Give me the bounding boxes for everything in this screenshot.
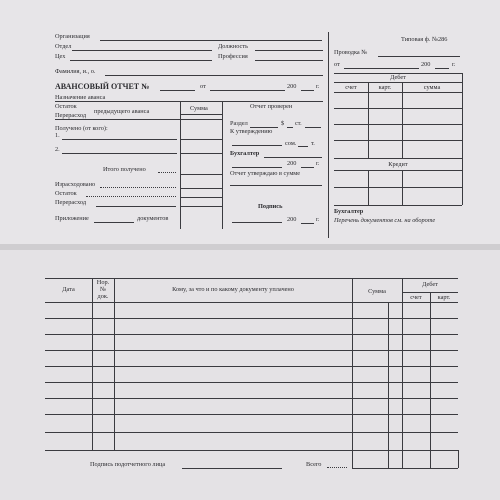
field-approved-sum[interactable] (230, 185, 322, 186)
field-balance[interactable] (180, 197, 222, 198)
debit-col-2 (402, 82, 403, 158)
total-col-4 (430, 450, 431, 468)
back-col-2 (114, 278, 115, 450)
back-col-3 (352, 278, 353, 450)
label-overspend: Перерасход (55, 112, 87, 119)
credit-sub-line (334, 170, 462, 171)
line-after-balance (55, 119, 222, 120)
label-spent: Израсходовано (55, 181, 96, 188)
label-organization: Организация (55, 33, 90, 40)
debit-right-border (462, 73, 463, 205)
field-received-2-sum[interactable] (180, 153, 222, 154)
dots-balance (86, 196, 176, 197)
label-prev-advance: предыдущего аванса (94, 108, 150, 115)
docs-list-note: Перечень документов см. на обороте (334, 217, 436, 224)
line-check-year (301, 167, 314, 168)
field-workshop[interactable] (70, 60, 212, 61)
field-advance-purpose[interactable] (55, 101, 323, 102)
sum-column-right (222, 101, 223, 229)
debit-account-header: счет (345, 84, 357, 91)
label-approved-sum: Отчет утверждаю в сумме (230, 170, 301, 177)
field-total-received[interactable] (180, 174, 222, 175)
label-item-2: 2. (55, 146, 60, 153)
field-full-name[interactable] (105, 75, 323, 76)
label-received-from: Получено (от кого): (55, 125, 108, 132)
field-position[interactable] (255, 50, 323, 51)
label-year-suffix: г. (316, 83, 320, 90)
report-front (0, 0, 500, 244)
label-workshop: Цех (55, 53, 66, 60)
field-attachment-count[interactable] (94, 222, 134, 223)
label-signature: Подпись (258, 203, 283, 210)
field-spent[interactable] (180, 188, 222, 189)
side-divider (328, 32, 329, 238)
field-received-2[interactable] (62, 153, 177, 154)
field-accountable-signature[interactable] (182, 468, 282, 469)
field-department[interactable] (72, 50, 212, 51)
field-approval-amount[interactable] (232, 145, 282, 146)
field-received-1[interactable] (62, 139, 177, 140)
label-approval-year-suffix: г. (316, 216, 320, 223)
line-som (298, 146, 308, 147)
report-title: АВАНСОВЫЙ ОТЧЕТ № (55, 82, 150, 91)
field-article[interactable] (305, 127, 321, 128)
debit-sub-line (334, 82, 462, 83)
label-item-1: 1. (55, 132, 60, 139)
label-advance-purpose: Назначение аванса (55, 94, 106, 101)
report-back (0, 250, 500, 500)
form-code: Типовая ф. №286 (401, 36, 448, 43)
back-bottom-border (45, 450, 458, 451)
back-header-bottom (45, 302, 458, 303)
debit-row-4 (334, 140, 462, 141)
label-signature-line: Подпись подотчетного лица (90, 461, 166, 468)
label-from: от (200, 83, 206, 90)
dots-total (158, 172, 176, 173)
label-attachment: Приложение (55, 215, 89, 222)
sum-header-line (180, 114, 222, 115)
label-check-year: 200 (287, 160, 297, 167)
label-sum: Сумма (190, 105, 208, 112)
back-col-sum-split (388, 302, 389, 450)
col-towhom-header: Кому, за что и по какому документу уплачено (172, 286, 294, 293)
credit-row-1 (334, 187, 462, 188)
col-sum-header: Сумма (368, 288, 386, 295)
label-t: т. (311, 140, 315, 147)
table-row (45, 432, 458, 433)
label-som: сом. (285, 140, 297, 147)
table-row (45, 350, 458, 351)
back-col-4 (402, 278, 403, 450)
label-balance: Остаток (55, 103, 77, 110)
table-row (45, 366, 458, 367)
sum-column-left (180, 101, 181, 229)
debit-row-1 (334, 92, 462, 93)
label-approval-year: 200 (287, 216, 297, 223)
dots-spent (100, 187, 176, 188)
label-profession: Профессия (218, 53, 248, 60)
label-check-year-suffix: г. (316, 160, 320, 167)
back-col-1 (92, 278, 93, 450)
field-accountant-signature[interactable] (264, 157, 322, 158)
label-balance-2: Остаток (55, 190, 77, 197)
label-year: 200 (287, 83, 297, 90)
col-docno-line2: № (99, 286, 106, 293)
label-posting-year: 200 (421, 61, 431, 68)
table-row (45, 382, 458, 383)
label-full-name: Фамилия, и., о. (55, 68, 96, 75)
credit-header: Кредит (388, 161, 408, 168)
label-for-approval: К утверждению (230, 128, 273, 135)
total-col-3 (402, 450, 403, 468)
col-debit-account: счет (410, 294, 422, 301)
label-total-received: Итого получено (103, 166, 146, 173)
total-col-1 (352, 450, 353, 468)
field-organization[interactable] (100, 40, 322, 41)
label-department: Отдел (55, 43, 72, 50)
col-docno-line3: док. (97, 293, 109, 300)
line-overspend (96, 206, 176, 207)
debit-kart-header: карт. (378, 84, 392, 91)
line-approval-year (301, 223, 314, 224)
field-report-date[interactable] (210, 90, 285, 91)
credit-bottom-line (334, 205, 462, 206)
field-approval-date[interactable] (232, 222, 282, 223)
label-documents: документов (137, 215, 169, 222)
label-overspend-2: Перерасход (55, 199, 87, 206)
field-posting-number[interactable] (378, 56, 460, 57)
table-row (45, 334, 458, 335)
dots-total-back (327, 467, 347, 468)
debit-col-1 (368, 82, 369, 158)
debit-header: Дебет (390, 74, 406, 81)
label-report-checked: Отчет проверен (250, 103, 293, 110)
table-row (45, 318, 458, 319)
label-posting-from: от (334, 61, 340, 68)
label-section: Раздел (230, 120, 248, 127)
label-accountant-2: Бухгалтер (334, 208, 364, 215)
label-posting: Проводка № (334, 49, 368, 56)
label-position: Должность (218, 43, 248, 50)
debit-bottom-line (334, 158, 462, 159)
label-st: ст. (295, 120, 302, 127)
debit-row-3 (334, 124, 462, 125)
field-profession[interactable] (255, 60, 323, 61)
field-posting-date[interactable] (344, 68, 419, 69)
total-col-2 (388, 450, 389, 468)
debit-amount-header: сумма (423, 84, 441, 91)
table-row (45, 414, 458, 415)
total-col-5 (458, 450, 459, 468)
table-row (45, 398, 458, 399)
field-total[interactable] (352, 468, 458, 469)
label-posting-year-suffix: г. (452, 61, 456, 68)
line-posting-year (435, 68, 449, 69)
col-debit-kart: карт. (437, 294, 451, 301)
col-docno-line1: Нор. (96, 279, 110, 286)
field-report-year[interactable] (301, 90, 314, 91)
field-report-number[interactable] (160, 90, 195, 91)
label-total: Всего (306, 461, 322, 468)
label-accountant: Бухгалтер (230, 150, 260, 157)
field-received-1-sum[interactable] (180, 139, 222, 140)
field-overspend[interactable] (180, 206, 222, 207)
line-dollar (287, 127, 293, 128)
label-dollar: $ (281, 120, 285, 127)
debit-row-2 (334, 108, 462, 109)
col-debit-header: Дебет (422, 281, 438, 288)
col-date-header: Дата (62, 286, 75, 293)
field-check-date[interactable] (232, 167, 282, 168)
back-col-5 (430, 292, 431, 450)
